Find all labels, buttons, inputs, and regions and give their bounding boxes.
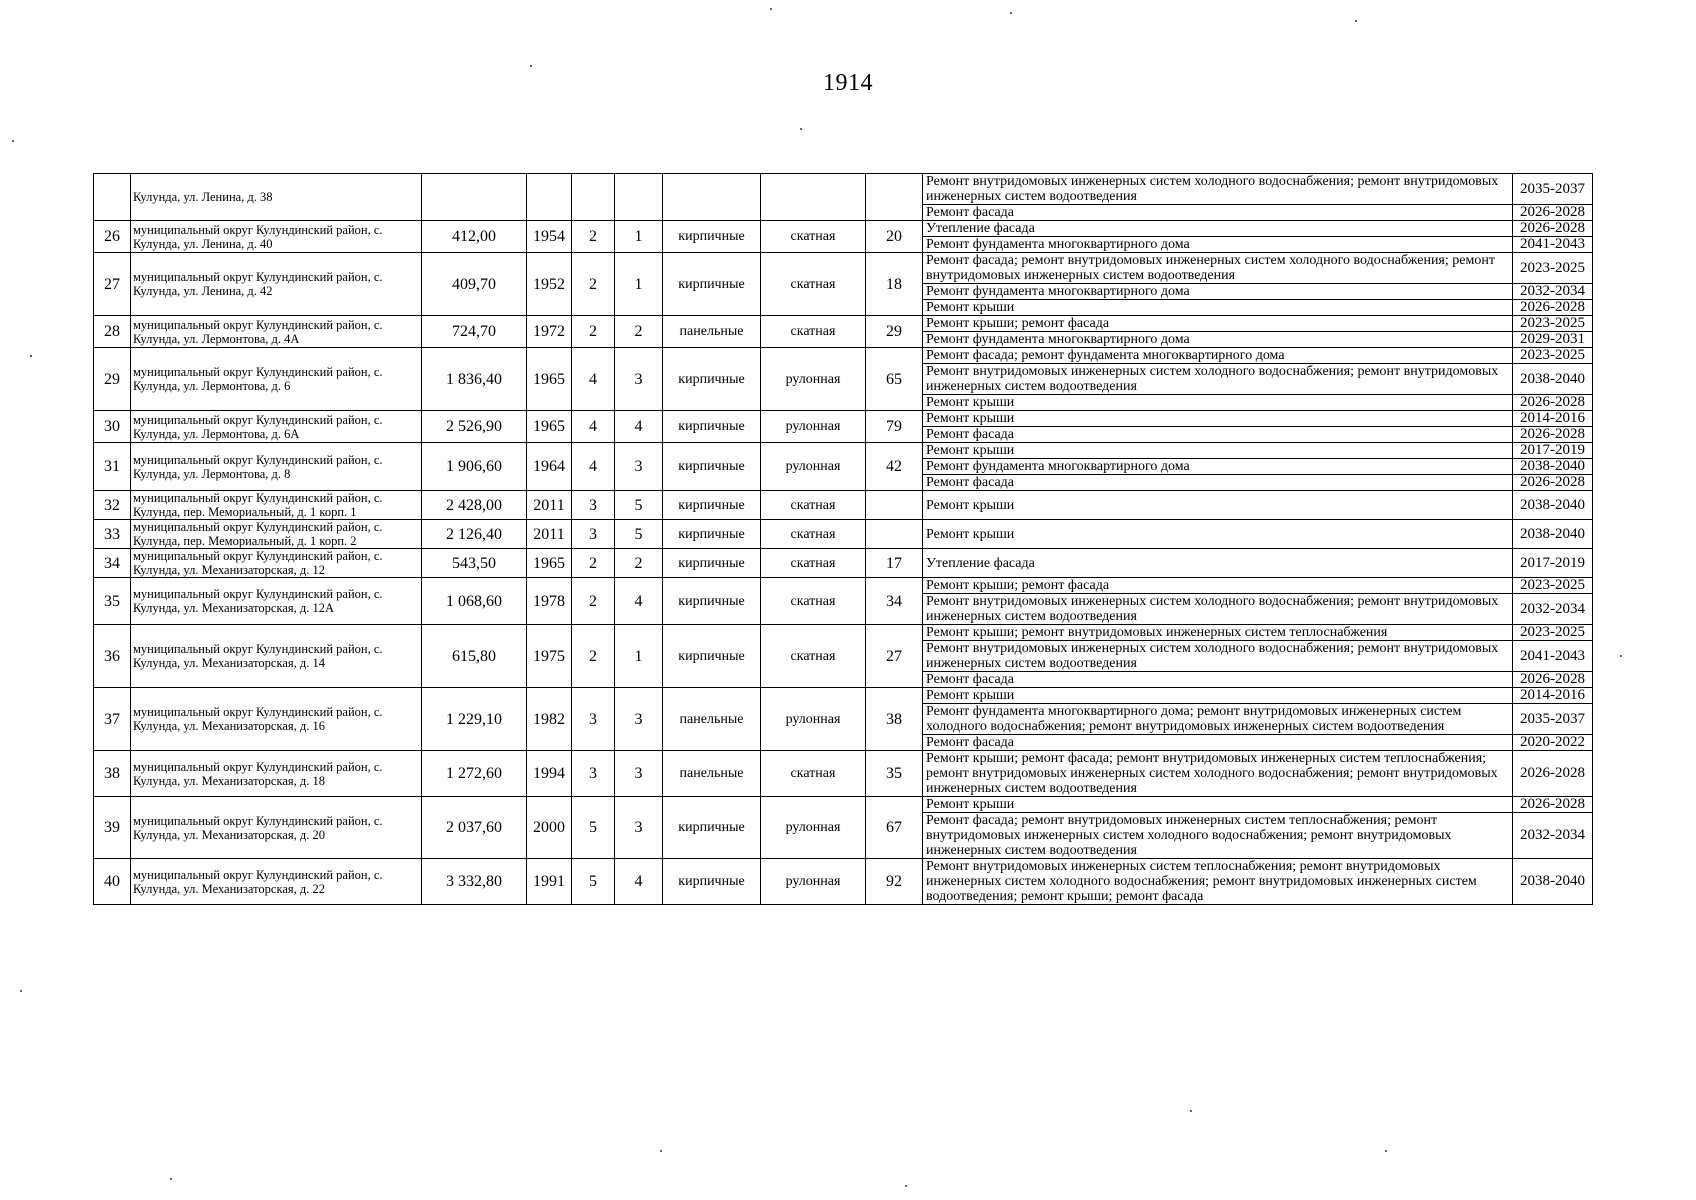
work-description-cell: Ремонт внутридомовых инженерных систем теплоснабжения; ремонт внутридомовых инженерных систем холодного водоснабжения; ремонт внутридомовых инженерных систем водоотведения; ремонт крыши; ремонт фасада	[923, 859, 1513, 905]
floors-cell: 3	[572, 491, 615, 520]
work-description-cell: Ремонт крыши	[923, 520, 1513, 549]
work-period-cell: 2038-2040	[1513, 459, 1593, 475]
address-cell: муниципальный округ Кулундинский район, с. Кулунда, ул. Механизаторская, д. 22	[131, 859, 422, 905]
year-cell: 1965	[527, 411, 572, 443]
work-description-cell: Ремонт крыши	[923, 443, 1513, 459]
entrances-cell: 3	[615, 443, 663, 491]
roof-cell: скатная	[761, 520, 866, 549]
residents-cell: 42	[866, 443, 923, 491]
work-period-cell: 2032-2034	[1513, 594, 1593, 625]
work-period-cell: 2038-2040	[1513, 859, 1593, 905]
housing-repair-table	[93, 173, 1593, 905]
work-period-cell: 2032-2034	[1513, 813, 1593, 859]
floors-cell: 2	[572, 316, 615, 348]
residents-cell: 34	[866, 578, 923, 625]
floors-cell: 5	[572, 859, 615, 905]
residents-cell: 20	[866, 221, 923, 253]
roof-cell: скатная	[761, 625, 866, 688]
address-cell: муниципальный округ Кулундинский район, с. Кулунда, ул. Механизаторская, д. 18	[131, 751, 422, 797]
work-period-cell: 2017-2019	[1513, 549, 1593, 578]
work-description-cell: Ремонт крыши	[923, 395, 1513, 411]
walls-cell: кирпичные	[663, 491, 761, 520]
area-cell: 1 229,10	[422, 688, 527, 751]
walls-cell: кирпичные	[663, 253, 761, 316]
roof-cell: скатная	[761, 253, 866, 316]
work-period-cell: 2041-2043	[1513, 641, 1593, 672]
roof-cell: рулонная	[761, 348, 866, 411]
entrances-cell: 5	[615, 520, 663, 549]
table-body	[94, 174, 1593, 905]
work-period-cell: 2041-2043	[1513, 237, 1593, 253]
entrances-cell: 5	[615, 491, 663, 520]
housing-repair-table-wrapper	[93, 173, 1592, 905]
residents-cell: 18	[866, 253, 923, 316]
address-cell: Кулунда, ул. Ленина, д. 38	[131, 174, 422, 221]
area-cell: 2 526,90	[422, 411, 527, 443]
table-row	[94, 491, 1593, 520]
row-number-cell	[94, 174, 131, 221]
area-cell: 2 126,40	[422, 520, 527, 549]
row-number-cell: 31	[94, 443, 131, 491]
walls-cell: кирпичные	[663, 221, 761, 253]
roof-cell: рулонная	[761, 688, 866, 751]
entrances-cell: 3	[615, 348, 663, 411]
work-period-cell: 2035-2037	[1513, 174, 1593, 205]
row-number-cell: 37	[94, 688, 131, 751]
year-cell: 1991	[527, 859, 572, 905]
entrances-cell: 4	[615, 578, 663, 625]
table-row	[94, 316, 1593, 332]
row-number-cell: 38	[94, 751, 131, 797]
area-cell: 1 836,40	[422, 348, 527, 411]
roof-cell: рулонная	[761, 443, 866, 491]
work-description-cell: Ремонт внутридомовых инженерных систем холодного водоснабжения; ремонт внутридомовых инженерных систем водоотведения	[923, 174, 1513, 205]
row-number-cell: 28	[94, 316, 131, 348]
address-cell: муниципальный округ Кулундинский район, с. Кулунда, ул. Ленина, д. 40	[131, 221, 422, 253]
table-row	[94, 797, 1593, 813]
roof-cell: скатная	[761, 578, 866, 625]
work-description-cell: Ремонт крыши	[923, 300, 1513, 316]
work-description-cell: Утепление фасада	[923, 549, 1513, 578]
roof-cell: скатная	[761, 491, 866, 520]
residents-cell	[866, 174, 923, 221]
year-cell: 1954	[527, 221, 572, 253]
scan-speck	[170, 1178, 172, 1180]
floors-cell: 2	[572, 221, 615, 253]
year-cell: 1994	[527, 751, 572, 797]
year-cell: 2011	[527, 491, 572, 520]
work-description-cell: Ремонт фасада; ремонт внутридомовых инженерных систем холодного водоснабжения; ремонт внутридомовых инженерных систем водоотведения	[923, 253, 1513, 284]
residents-cell: 79	[866, 411, 923, 443]
address-cell: муниципальный округ Кулундинский район, с. Кулунда, ул. Механизаторская, д. 20	[131, 797, 422, 859]
area-cell: 615,80	[422, 625, 527, 688]
floors-cell: 3	[572, 520, 615, 549]
year-cell: 1964	[527, 443, 572, 491]
area-cell: 543,50	[422, 549, 527, 578]
scan-speck	[1620, 655, 1622, 657]
work-period-cell: 2023-2025	[1513, 578, 1593, 594]
floors-cell: 2	[572, 578, 615, 625]
year-cell: 1965	[527, 348, 572, 411]
work-description-cell: Ремонт крыши	[923, 688, 1513, 704]
walls-cell: кирпичные	[663, 797, 761, 859]
walls-cell: панельные	[663, 688, 761, 751]
area-cell: 2 428,00	[422, 491, 527, 520]
residents-cell: 29	[866, 316, 923, 348]
work-period-cell: 2023-2025	[1513, 253, 1593, 284]
work-period-cell: 2029-2031	[1513, 332, 1593, 348]
walls-cell: кирпичные	[663, 520, 761, 549]
roof-cell: скатная	[761, 549, 866, 578]
work-description-cell: Ремонт крыши	[923, 411, 1513, 427]
address-cell: муниципальный округ Кулундинский район, с. Кулунда, ул. Лермонтова, д. 8	[131, 443, 422, 491]
entrances-cell: 3	[615, 751, 663, 797]
entrances-cell	[615, 174, 663, 221]
work-description-cell: Ремонт фундамента многоквартирного дома	[923, 284, 1513, 300]
area-cell: 724,70	[422, 316, 527, 348]
floors-cell: 5	[572, 797, 615, 859]
table-row	[94, 688, 1593, 704]
work-description-cell: Ремонт внутридомовых инженерных систем холодного водоснабжения; ремонт внутридомовых инженерных систем водоотведения	[923, 641, 1513, 672]
work-description-cell: Ремонт фундамента многоквартирного дома	[923, 237, 1513, 253]
entrances-cell: 1	[615, 625, 663, 688]
entrances-cell: 2	[615, 549, 663, 578]
table-row	[94, 520, 1593, 549]
scan-speck	[660, 1150, 662, 1152]
year-cell: 1975	[527, 625, 572, 688]
address-cell: муниципальный округ Кулундинский район, с. Кулунда, ул. Механизаторская, д. 16	[131, 688, 422, 751]
area-cell: 409,70	[422, 253, 527, 316]
area-cell	[422, 174, 527, 221]
floors-cell: 4	[572, 411, 615, 443]
work-period-cell: 2014-2016	[1513, 411, 1593, 427]
residents-cell: 65	[866, 348, 923, 411]
work-description-cell: Ремонт фасада	[923, 672, 1513, 688]
entrances-cell: 2	[615, 316, 663, 348]
residents-cell: 17	[866, 549, 923, 578]
work-description-cell: Ремонт фундамента многоквартирного дома	[923, 459, 1513, 475]
area-cell: 1 068,60	[422, 578, 527, 625]
work-period-cell: 2026-2028	[1513, 300, 1593, 316]
residents-cell: 38	[866, 688, 923, 751]
row-number-cell: 29	[94, 348, 131, 411]
year-cell	[527, 174, 572, 221]
work-period-cell: 2026-2028	[1513, 395, 1593, 411]
address-cell: муниципальный округ Кулундинский район, с. Кулунда, пер. Мемориальный, д. 1 корп. 2	[131, 520, 422, 549]
floors-cell: 4	[572, 443, 615, 491]
address-cell: муниципальный округ Кулундинский район, с. Кулунда, ул. Лермонтова, д. 4А	[131, 316, 422, 348]
table-row	[94, 348, 1593, 364]
floors-cell: 3	[572, 751, 615, 797]
work-period-cell: 2038-2040	[1513, 364, 1593, 395]
floors-cell	[572, 174, 615, 221]
row-number-cell: 39	[94, 797, 131, 859]
work-period-cell: 2026-2028	[1513, 672, 1593, 688]
work-description-cell: Ремонт фасада; ремонт фундамента многоквартирного дома	[923, 348, 1513, 364]
table-row	[94, 859, 1593, 905]
walls-cell	[663, 174, 761, 221]
floors-cell: 3	[572, 688, 615, 751]
work-description-cell: Ремонт крыши	[923, 797, 1513, 813]
scan-speck	[12, 140, 14, 142]
area-cell: 2 037,60	[422, 797, 527, 859]
residents-cell	[866, 520, 923, 549]
roof-cell: рулонная	[761, 859, 866, 905]
work-description-cell: Ремонт внутридомовых инженерных систем холодного водоснабжения; ремонт внутридомовых инженерных систем водоотведения	[923, 364, 1513, 395]
work-period-cell: 2023-2025	[1513, 316, 1593, 332]
residents-cell: 67	[866, 797, 923, 859]
roof-cell	[761, 174, 866, 221]
year-cell: 1978	[527, 578, 572, 625]
table-row	[94, 253, 1593, 284]
table-row	[94, 411, 1593, 427]
entrances-cell: 1	[615, 253, 663, 316]
work-period-cell: 2023-2025	[1513, 625, 1593, 641]
entrances-cell: 1	[615, 221, 663, 253]
roof-cell: скатная	[761, 221, 866, 253]
area-cell: 1 272,60	[422, 751, 527, 797]
work-period-cell: 2026-2028	[1513, 475, 1593, 491]
residents-cell: 35	[866, 751, 923, 797]
area-cell: 1 906,60	[422, 443, 527, 491]
row-number-cell: 40	[94, 859, 131, 905]
work-description-cell: Ремонт крыши; ремонт внутридомовых инженерных систем теплоснабжения	[923, 625, 1513, 641]
scan-speck	[800, 128, 802, 130]
work-description-cell: Ремонт крыши	[923, 491, 1513, 520]
area-cell: 3 332,80	[422, 859, 527, 905]
work-period-cell: 2026-2028	[1513, 751, 1593, 797]
work-description-cell: Ремонт крыши; ремонт фасада	[923, 578, 1513, 594]
walls-cell: панельные	[663, 751, 761, 797]
scan-speck	[530, 65, 532, 67]
row-number-cell: 33	[94, 520, 131, 549]
work-period-cell: 2026-2028	[1513, 221, 1593, 237]
floors-cell: 2	[572, 625, 615, 688]
work-description-cell: Ремонт крыши; ремонт фасада	[923, 316, 1513, 332]
year-cell: 1972	[527, 316, 572, 348]
row-number-cell: 27	[94, 253, 131, 316]
floors-cell: 4	[572, 348, 615, 411]
entrances-cell: 3	[615, 797, 663, 859]
entrances-cell: 3	[615, 688, 663, 751]
scan-speck	[770, 8, 772, 10]
row-number-cell: 32	[94, 491, 131, 520]
entrances-cell: 4	[615, 859, 663, 905]
entrances-cell: 4	[615, 411, 663, 443]
work-period-cell: 2026-2028	[1513, 205, 1593, 221]
walls-cell: панельные	[663, 316, 761, 348]
roof-cell: рулонная	[761, 411, 866, 443]
table-row	[94, 174, 1593, 205]
table-row	[94, 221, 1593, 237]
area-cell: 412,00	[422, 221, 527, 253]
year-cell: 1952	[527, 253, 572, 316]
residents-cell	[866, 491, 923, 520]
work-period-cell: 2035-2037	[1513, 704, 1593, 735]
roof-cell: скатная	[761, 751, 866, 797]
work-description-cell: Утепление фасада	[923, 221, 1513, 237]
row-number-cell: 30	[94, 411, 131, 443]
walls-cell: кирпичные	[663, 443, 761, 491]
year-cell: 2000	[527, 797, 572, 859]
address-cell: муниципальный округ Кулундинский район, с. Кулунда, ул. Ленина, д. 42	[131, 253, 422, 316]
residents-cell: 27	[866, 625, 923, 688]
work-description-cell: Ремонт фасада	[923, 735, 1513, 751]
floors-cell: 2	[572, 549, 615, 578]
table-row	[94, 751, 1593, 797]
work-description-cell: Ремонт фасада	[923, 475, 1513, 491]
row-number-cell: 34	[94, 549, 131, 578]
work-period-cell: 2026-2028	[1513, 427, 1593, 443]
year-cell: 1965	[527, 549, 572, 578]
address-cell: муниципальный округ Кулундинский район, с. Кулунда, ул. Лермонтова, д. 6А	[131, 411, 422, 443]
work-period-cell: 2038-2040	[1513, 520, 1593, 549]
scan-speck	[1355, 20, 1357, 22]
walls-cell: кирпичные	[663, 578, 761, 625]
table-row	[94, 578, 1593, 594]
work-period-cell: 2038-2040	[1513, 491, 1593, 520]
scan-speck	[1385, 1150, 1387, 1152]
residents-cell: 92	[866, 859, 923, 905]
table-row	[94, 549, 1593, 578]
walls-cell: кирпичные	[663, 549, 761, 578]
scan-speck	[1190, 1110, 1192, 1112]
work-description-cell: Ремонт крыши; ремонт фасада; ремонт внутридомовых инженерных систем теплоснабжения; ремонт внутридомовых инженерных систем холодного водоснабжения; ремонт внутридомовых инженерных систем водоотведения	[923, 751, 1513, 797]
walls-cell: кирпичные	[663, 859, 761, 905]
scan-speck	[905, 1185, 907, 1187]
work-period-cell: 2014-2016	[1513, 688, 1593, 704]
work-period-cell: 2032-2034	[1513, 284, 1593, 300]
walls-cell: кирпичные	[663, 625, 761, 688]
work-description-cell: Ремонт фасада	[923, 427, 1513, 443]
walls-cell: кирпичные	[663, 348, 761, 411]
scan-speck	[1010, 12, 1012, 14]
row-number-cell: 26	[94, 221, 131, 253]
work-description-cell: Ремонт внутридомовых инженерных систем холодного водоснабжения; ремонт внутридомовых инженерных систем водоотведения	[923, 594, 1513, 625]
work-description-cell: Ремонт фундамента многоквартирного дома	[923, 332, 1513, 348]
address-cell: муниципальный округ Кулундинский район, с. Кулунда, ул. Лермонтова, д. 6	[131, 348, 422, 411]
work-period-cell: 2026-2028	[1513, 797, 1593, 813]
work-description-cell: Ремонт фасада	[923, 205, 1513, 221]
row-number-cell: 35	[94, 578, 131, 625]
scan-speck	[30, 355, 32, 357]
work-description-cell: Ремонт фундамента многоквартирного дома; ремонт внутридомовых инженерных систем холодного водоснабжения; ремонт внутридомовых инженерных систем водоотведения	[923, 704, 1513, 735]
walls-cell: кирпичные	[663, 411, 761, 443]
table-row	[94, 625, 1593, 641]
year-cell: 2011	[527, 520, 572, 549]
address-cell: муниципальный округ Кулундинский район, с. Кулунда, пер. Мемориальный, д. 1 корп. 1	[131, 491, 422, 520]
row-number-cell: 36	[94, 625, 131, 688]
table-row	[94, 443, 1593, 459]
year-cell: 1982	[527, 688, 572, 751]
roof-cell: рулонная	[761, 797, 866, 859]
floors-cell: 2	[572, 253, 615, 316]
scan-speck	[20, 990, 22, 992]
work-description-cell: Ремонт фасада; ремонт внутридомовых инженерных систем теплоснабжения; ремонт внутридомовых инженерных систем холодного водоснабжения; ремонт внутридомовых инженерных систем водоотведения	[923, 813, 1513, 859]
work-period-cell: 2017-2019	[1513, 443, 1593, 459]
roof-cell: скатная	[761, 316, 866, 348]
work-period-cell: 2020-2022	[1513, 735, 1593, 751]
address-cell: муниципальный округ Кулундинский район, с. Кулунда, ул. Механизаторская, д. 14	[131, 625, 422, 688]
page-number: 1914	[823, 70, 873, 96]
address-cell: муниципальный округ Кулундинский район, с. Кулунда, ул. Механизаторская, д. 12	[131, 549, 422, 578]
address-cell: муниципальный округ Кулундинский район, с. Кулунда, ул. Механизаторская, д. 12А	[131, 578, 422, 625]
work-period-cell: 2023-2025	[1513, 348, 1593, 364]
